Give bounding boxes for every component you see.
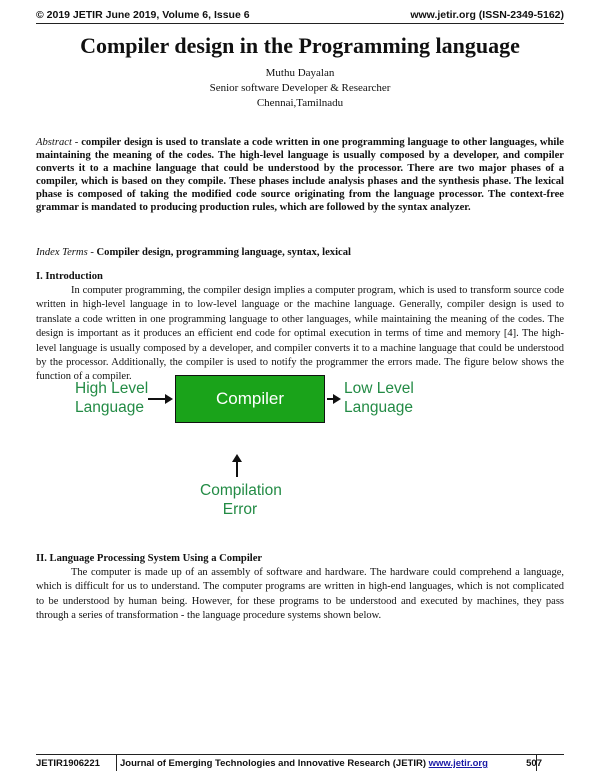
arrow-right-icon [327, 394, 341, 404]
section-heading-lps: II. Language Processing System Using a Compiler [36, 553, 263, 564]
figure-output-label [344, 379, 414, 417]
section-text-lps: The computer is made up of an assembly of software and hardware. The hardware could comprehend a language, which is difficult for us to understand. The computer programs are written in high-end languages, which is not complicated to be understood by human being. However, for these programs to be understood and executed by machines, they pass through a series of transformation - the language procedure systems shown below. [36, 567, 564, 622]
index-terms-label: Index Terms - [36, 247, 94, 258]
figure-error-line1: Compilation [200, 482, 282, 499]
running-header [36, 9, 564, 23]
author-role: Senior software Developer & Researcher [209, 82, 391, 94]
figure-input-line1: High Level [75, 380, 149, 397]
paper-title: Compiler design in the Programming language [80, 33, 520, 58]
author-name: Muthu Dayalan [265, 67, 335, 79]
index-terms-text: Compiler design, programming language, syntax, lexical [96, 247, 351, 258]
header-website: www.jetir.org (ISSN-2349-5162) [410, 9, 564, 21]
arrow-up-icon [232, 454, 242, 477]
header-issue-info: © 2019 JETIR June 2019, Volume 6, Issue 6 [36, 9, 250, 21]
section-text-intro: In computer programming, the compiler design implies a computer program, which is used to transform source code written in high-level language in to low-level language or the machine language. Generally, compiler design is used to translate a code written in one programming language to other languages, while maintaining the meaning of the codes. The design is important as it produces an efficient end code for optimal execution in terms of time and memory [4]. The high-level language is usually composed by a developer, and compiler converts it to a machine language that could be understood by the processor. Additionally, the compiler is used to notify the programmer the errors made. The figure below shows the function of a compiler. [36, 285, 564, 383]
footer-journal-name: Journal of Emerging Technologies and Innovative Research (JETIR) [120, 758, 426, 769]
footer-page-number: 507 [526, 758, 542, 769]
abstract-text: compiler design is used to translate a code written in one programming language to other languages, while maintaining the meaning of the codes. The high-level language is usually composed by a developer, and compiler converts it to a machine language that could be understood by the processor. There are two major phases of a compiler, which is based on they compile. These phases include analysis phases and the synthesis phase. The lexical phase is composed of taking the modified code source originating from the language processor. The context-free grammar is mandated to producing production rules, which are followed by the syntax analyzer. [36, 137, 564, 214]
compiler-box [175, 375, 325, 423]
section-heading-intro: I. Introduction [36, 271, 103, 282]
figure-output-line1: Low Level [344, 380, 414, 397]
abstract-label: Abstract - [36, 137, 79, 148]
compiler-box-label: Compiler [215, 389, 285, 408]
figure-error-label [200, 481, 280, 519]
footer-divider [116, 755, 117, 771]
compiler-figure [68, 367, 428, 527]
index-terms [36, 246, 564, 259]
arrow-right-icon [148, 394, 173, 404]
running-footer [36, 758, 564, 772]
author-location: Chennai,Tamilnadu [256, 97, 344, 109]
figure-error-line2: Error [222, 501, 258, 518]
footer-article-id: JETIR1906221 [36, 758, 100, 769]
footer-journal [120, 758, 488, 769]
footer-link[interactable]: www.jetir.org [428, 758, 488, 769]
header-rule [36, 23, 564, 24]
author-block [36, 66, 564, 111]
abstract [36, 136, 564, 215]
figure-output-line2: Language [344, 399, 413, 416]
figure-input-line2: Language [75, 399, 144, 416]
